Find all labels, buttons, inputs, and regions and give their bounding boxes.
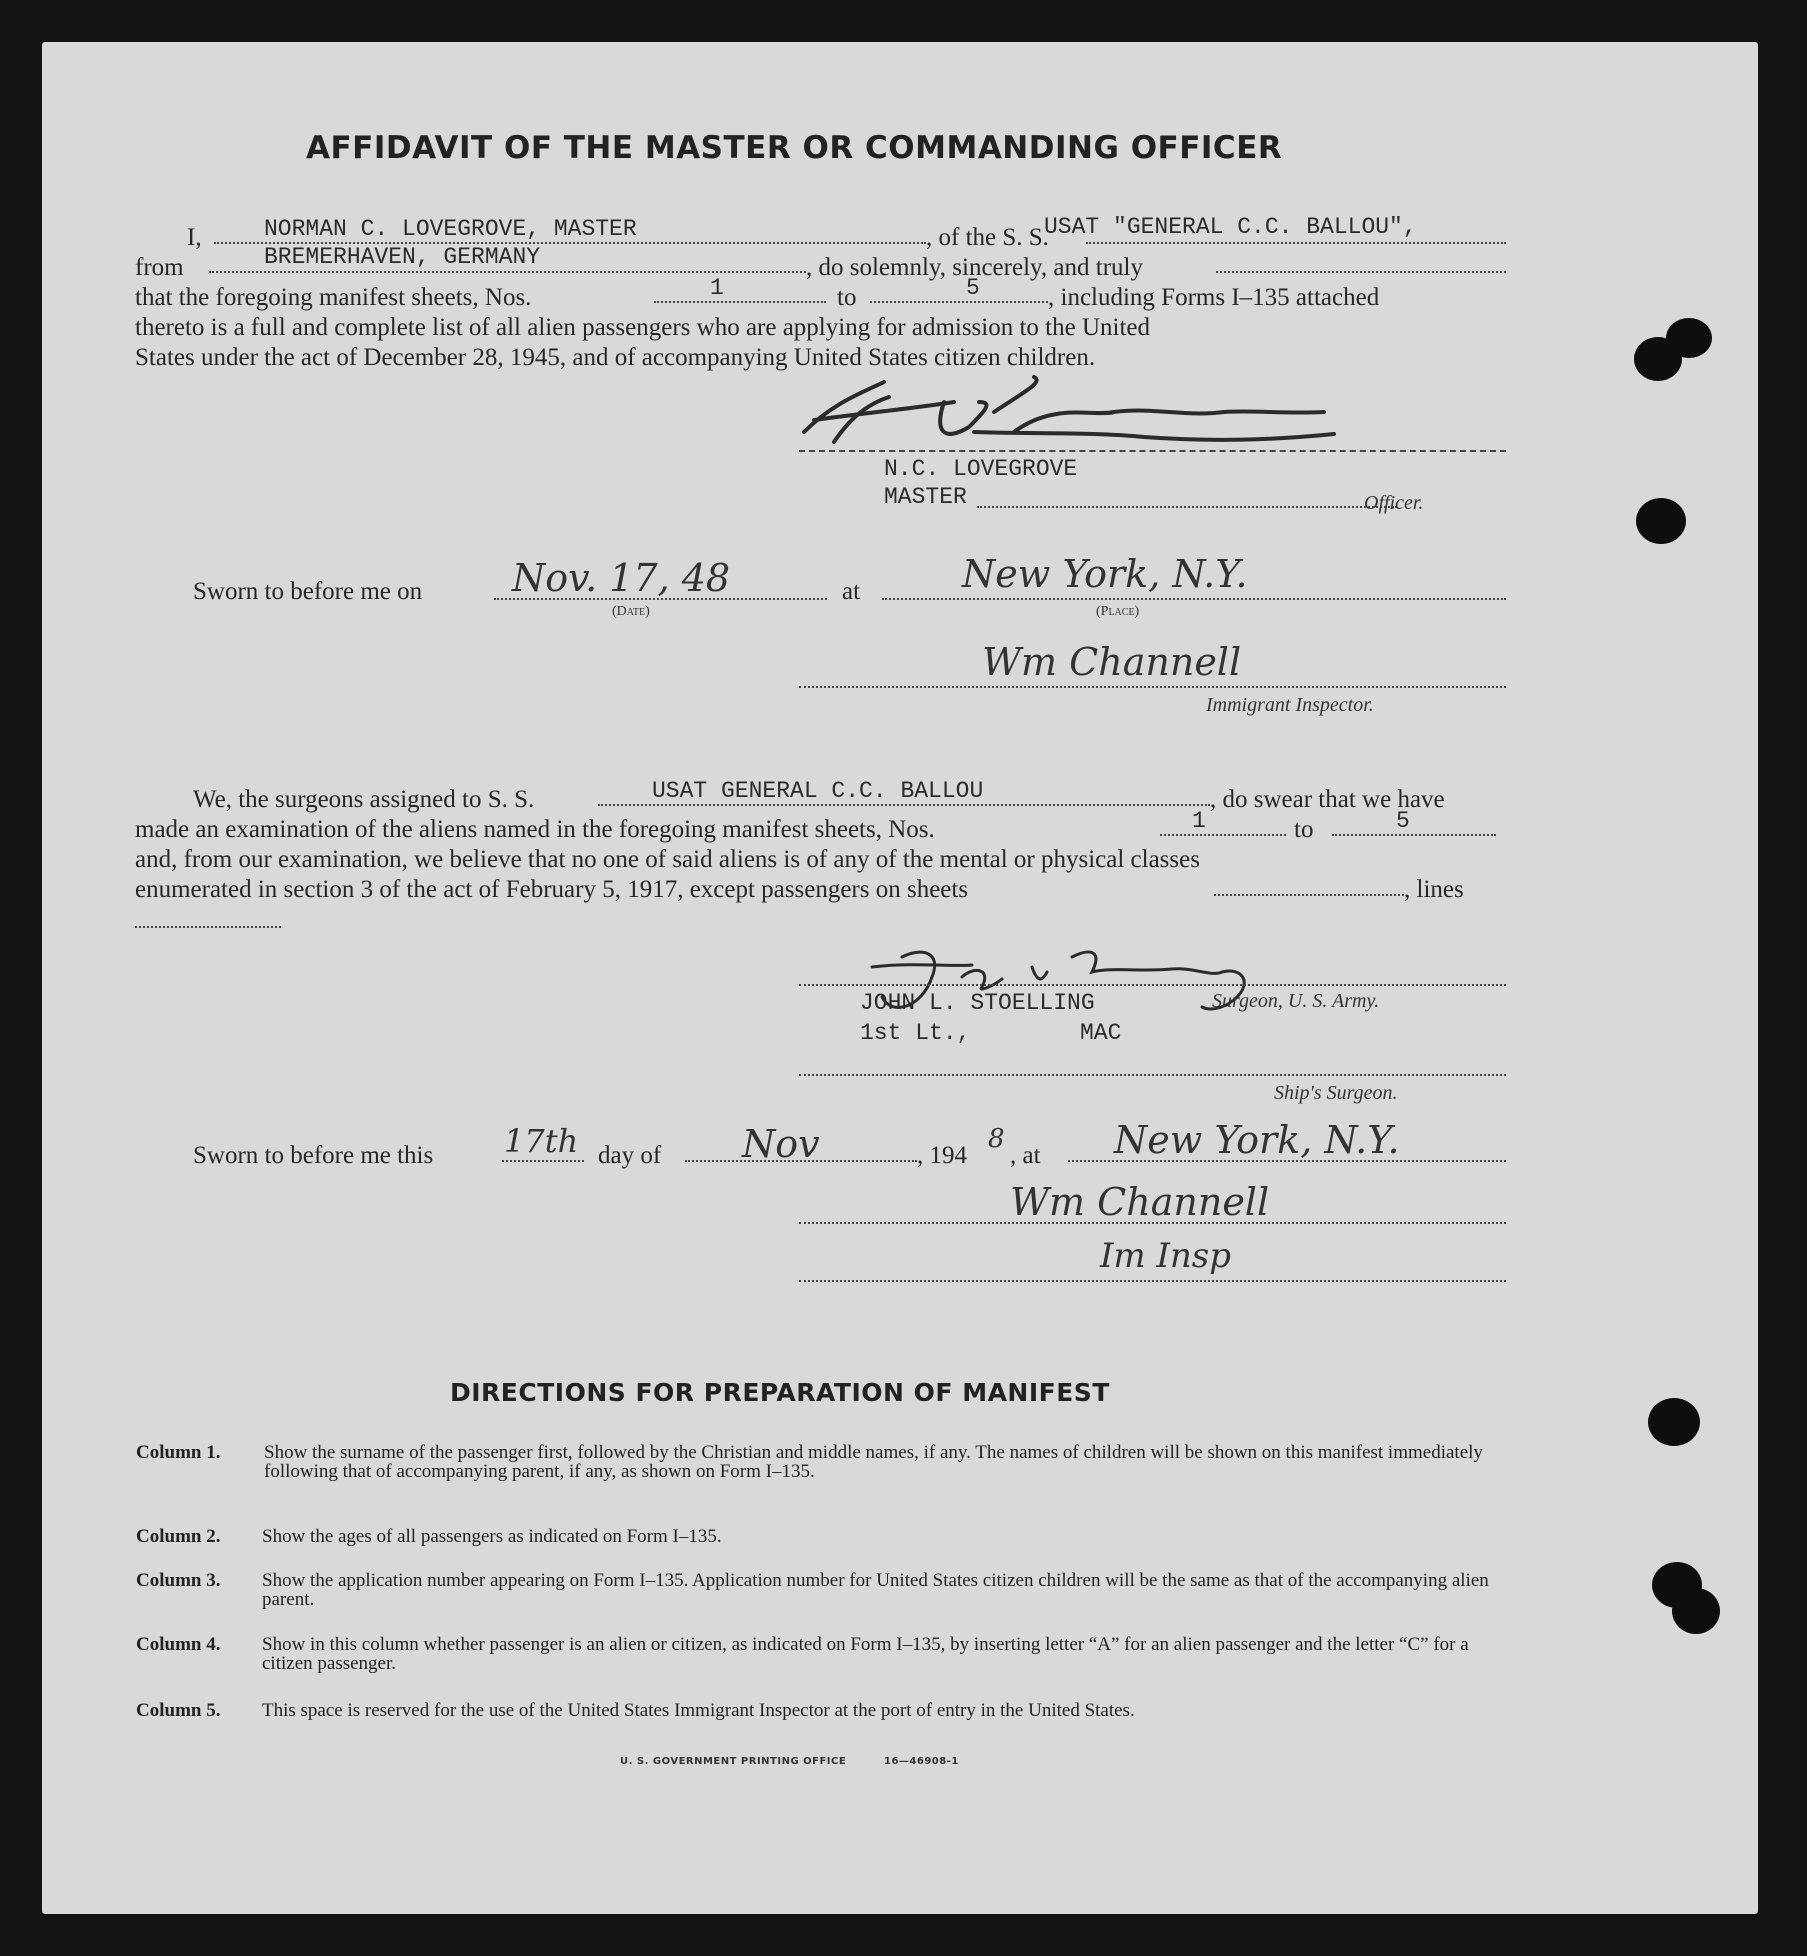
page-title: AFFIDAVIT OF THE MASTER OR COMMANDING OFFICER: [306, 130, 1283, 166]
master-sheet-from: 1: [710, 275, 724, 301]
surgeons-line4-prefix: enumerated in section 3 of the act of February 5, 1917, except passengers on sheets: [135, 876, 969, 903]
surgeons-ship: USAT GENERAL C.C. BALLOU: [652, 778, 984, 804]
surgeons-ship-field: [598, 804, 1210, 806]
sworn1-place-field: [882, 598, 1506, 600]
direction-2-label: Column 2.: [136, 1526, 221, 1547]
surgeons-line2-prefix: made an examination of the aliens named in the foregoing manifest sheets, Nos.: [135, 816, 935, 843]
master-ship: USAT "GENERAL C.C. BALLOU",: [1044, 214, 1417, 240]
punch-hole: [1636, 498, 1686, 544]
surgeons-sheet-to-field: [1332, 834, 1496, 836]
form-number: 16—46908-1: [884, 1756, 959, 1767]
sworn1-date: Nov. 17, 48: [512, 556, 731, 600]
sworn1-inspector-line: [799, 686, 1506, 688]
surgeons-line4-suffix: , lines: [1404, 876, 1464, 903]
truly-field: [1216, 271, 1506, 273]
master-line5: States under the act of December 28, 1945, and of accompanying United States citizen children.: [135, 344, 1096, 371]
sworn2-title: Im Insp: [1100, 1236, 1232, 1276]
sworn1-inspector-signature: Wm Channell: [982, 640, 1242, 684]
surgeons-line1-prefix: We, the surgeons assigned to S. S.: [193, 786, 535, 813]
surgeon-name: JOHN L. STOELLING: [860, 990, 1095, 1016]
master-signature-line: [799, 450, 1506, 452]
direction-3-text: Show the application number appearing on Form I–135. Application number for United States citizen children will be the same as that of the accompanying alien parent.: [262, 1570, 1489, 1610]
master-from-port: BREMERHAVEN, GERMANY: [264, 244, 541, 270]
direction-2-text: Show the ages of all passengers as indicated on Form I–135.: [262, 1526, 722, 1547]
master-line2-mid: , do solemnly, sincerely, and truly: [806, 254, 1143, 281]
sworn2-title-line: [799, 1280, 1506, 1282]
sworn2-at: , at: [1010, 1142, 1041, 1169]
ships-surgeon-label: Ship's Surgeon.: [1274, 1082, 1398, 1104]
master-line3-suffix: , including Forms I–135 attached: [1048, 284, 1380, 311]
master-line3-prefix: that the foregoing manifest sheets, Nos.: [135, 284, 532, 311]
officer-label: Officer.: [1364, 492, 1424, 514]
direction-1-text: Show the surname of the passenger first, followed by the Christian and middle names, if any. The names of children will be shown on this manifest immediately following that of accompanying parent, if any, as shown on Form I–135.: [264, 1442, 1483, 1482]
sworn2-day-field: [502, 1160, 584, 1162]
printer-imprint: U. S. GOVERNMENT PRINTING OFFICE: [620, 1756, 847, 1767]
surgeons-line1-suffix: , do swear that we have: [1210, 786, 1445, 813]
sworn1-inspector-label: Immigrant Inspector.: [1206, 694, 1374, 716]
directions-title: DIRECTIONS FOR PREPARATION OF MANIFEST: [450, 1378, 1110, 1407]
direction-1-label: Column 1.: [136, 1442, 221, 1463]
sworn2-signature-line: [799, 1222, 1506, 1224]
surgeons-sheet-from-field: [1160, 834, 1286, 836]
punch-hole: [1666, 318, 1712, 358]
direction-5-label: Column 5.: [136, 1700, 221, 1721]
sworn2-year-prefix: , 194: [917, 1142, 967, 1169]
master-line1-mid: , of the S. S.: [926, 224, 1049, 251]
master-line2-prefix: from: [135, 254, 184, 281]
master-line3-to: to: [837, 284, 857, 311]
surgeons-to: to: [1294, 816, 1314, 843]
surgeon-label: Surgeon, U. S. Army.: [1212, 990, 1380, 1012]
master-name: NORMAN C. LOVEGROVE, MASTER: [264, 216, 637, 242]
surgeons-sheets-field: [1214, 894, 1404, 896]
sworn1-date-label: (Date): [612, 604, 650, 619]
ship-field: [1086, 242, 1506, 244]
punch-hole: [1672, 1588, 1720, 1634]
surgeon-corps: MAC: [1080, 1020, 1122, 1046]
sheet-to-field: [870, 301, 1048, 303]
officer-field: [977, 506, 1397, 508]
punch-hole: [1648, 1398, 1700, 1446]
sworn1-place-label: (Place): [1096, 604, 1140, 619]
master-sheet-to: 5: [966, 275, 980, 301]
sworn1-place: New York, N.Y.: [962, 552, 1248, 596]
sworn2-signature: Wm Channell: [1010, 1180, 1270, 1224]
ships-surgeon-line: [799, 1074, 1506, 1076]
sworn2-month: Nov: [742, 1122, 820, 1166]
sworn2-day: 17th: [504, 1122, 579, 1160]
sworn1-prefix: Sworn to before me on: [193, 578, 423, 605]
surgeons-sheet-to: 5: [1396, 808, 1410, 834]
surgeons-line3: and, from our examination, we believe that no one of said aliens is of any of the mental or physical classes: [135, 846, 1200, 873]
sworn2-day-of: day of: [598, 1142, 662, 1169]
sworn2-year-suffix: 8: [988, 1124, 1005, 1154]
sworn1-at: at: [842, 578, 861, 605]
sworn2-place: New York, N.Y.: [1114, 1118, 1400, 1162]
document-page: [42, 42, 1758, 1914]
master-line1-prefix: I,: [187, 224, 202, 251]
master-line4: thereto is a full and complete list of all alien passengers who are applying for admission to the United: [135, 314, 1151, 341]
direction-4-text: Show in this column whether passenger is an alien or citizen, as indicated on Form I–135, by inserting letter “A” for an alien passenger and the letter “C” for a citizen passenger.: [262, 1634, 1469, 1674]
surgeon-rank: 1st Lt.,: [860, 1020, 971, 1046]
direction-4-label: Column 4.: [136, 1634, 221, 1655]
master-signature-title: MASTER: [884, 484, 967, 510]
master-signature-name: N.C. LOVEGROVE: [884, 456, 1078, 482]
surgeons-sheet-from: 1: [1192, 808, 1206, 834]
sheet-from-field: [654, 301, 826, 303]
direction-3-label: Column 3.: [136, 1570, 221, 1591]
from-field: [209, 271, 806, 273]
surgeons-lines-field: [135, 926, 281, 928]
surgeon-signature-line: [799, 984, 1506, 986]
direction-5-text: This space is reserved for the use of the United States Immigrant Inspector at the port of entry in the United States.: [262, 1700, 1135, 1721]
sworn2-prefix: Sworn to before me this: [193, 1142, 434, 1169]
